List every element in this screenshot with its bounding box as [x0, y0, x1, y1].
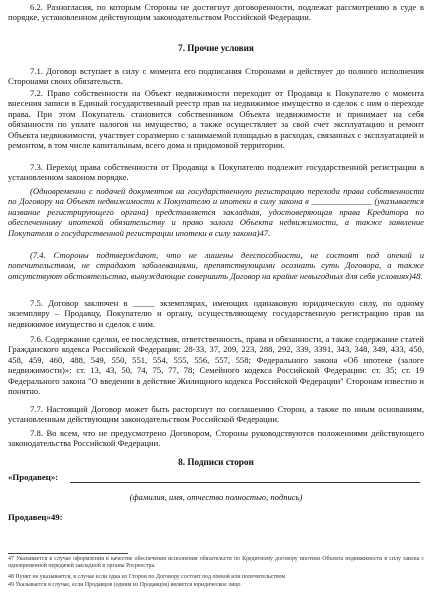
- signature-caption: (фамилия, имя, отчество полностью, подпись): [129, 492, 303, 502]
- section-8-heading: 8. Подписи сторон: [178, 457, 254, 467]
- footnote-separator: [8, 553, 128, 554]
- clause-7-4: (7.4. Стороны подтверждают, что не лишены дееспособности, не состоят под опекой и попечительством, не страдают заболеваниями, препятствующими осознать суть Договора, а также отсутствуют обстоятельства, вынуждающие совершить Договор на крайне невыгодных для себя условиях)48.: [8, 250, 424, 281]
- clause-7-6: 7.6. Содержание сделки, ее последствия, ответственность, права и обязанности, а также содержание статей Гражданского кодекса Российской Федерации: 28-33, 37, 209, 223, 288, 292, 339, 3391, 343, 348, 349, 433, 450, 458, 459, 460, 488, 549, 550, 551, 554, 555, 556, 557, 558; Федерального закона «Об ипотеке (залоге недвижимости)»: ст. 13, 43, 50, 74, 75, 77, 78; Семейного кодекса Российской Федерации: ст. 35; ст. 19 Федерального закона "О введении в действие Жилищного кодекса Российской Федерации" Сторонам известно и понятно.: [8, 334, 424, 397]
- clause-7-8: 7.8. Во всем, что не предусмотрено Договором, Стороны руководствуются положениями действующего законодательства Российской Федерации.: [8, 428, 424, 449]
- clause-7-3: 7.3. Переход права собственности от Продавца к Покупателю подлежит государственной регистрации в установленном законом порядке.: [8, 162, 424, 183]
- seller2-label: Продавец»49:: [8, 512, 63, 522]
- footnote-48: 48 Пункт не указывается, в случае если одна из Сторон по Договору состоит под опекой или попечительством: [8, 574, 286, 580]
- section-7-heading: 7. Прочие условия: [178, 43, 254, 53]
- clause-7-1: 7.1. Договор вступает в силу с момента его подписания Сторонами и действует до полного исполнения Сторонами своих обязательств.: [8, 66, 424, 87]
- seller-label: «Продавец»:: [8, 472, 59, 482]
- footnote-49: 49 Указывается в случае, если Продавцов (одним из Продавцов) является юридическое лицо: [8, 582, 241, 588]
- clause-6-2: 6.2. Разногласия, по которым Стороны не достигнут договоренности, подлежат рассмотрению в суде в порядке, установленном действующим законодательством Российской Федерации.: [8, 2, 424, 23]
- clause-7-3-note: (Одновременно с подачей документов на государственную регистрацию перехода права собственности по Договору на Объект недвижимости к Покупателю и ипотеки в силу закона в ______________ (указывается название регистрирующего органа) представляется закладная, удостоверяющая права Кредитора по обеспеченному ипотекой обязательству и право залога Объекта недвижимости, а также заявление Покупателя о государственной регистрации ипотеки в силу закона)47.: [8, 186, 424, 238]
- clause-7-5: 7.5. Договор заключен в _____ экземплярах, имеющих одинаковую юридическую силу, по одному экземпляру – Продавцу, Покупателю и органу, осуществляющему государственную регистрацию прав на недвижимое имущество и сделок с ним.: [8, 298, 424, 329]
- clause-7-7: 7.7. Настоящий Договор может быть расторгнут по соглашению Сторон, а также по иным основаниям, установленным действующим законодательством Российской Федерации.: [8, 404, 424, 425]
- seller-signature-line: [70, 482, 420, 483]
- footnote-47: 47 Указывается в случае оформления в качестве обеспечения исполнения обязательств по Кредитному договору ипотеки Объекта недвижимости в силу закона с одновременной передачей закладной в органы Росреестра.: [8, 556, 424, 570]
- clause-7-2: 7.2. Право собственности на Объект недвижимости переходит от Продавца к Покупателю с момента внесения записи в Единый государственный реестр прав на недвижимое имущество и сделок с ним о переходе права. При этом Покупатель становится собственником Объекта недвижимости и принимает на себя обязанности по уплате налогов на имущество, а также осуществляет за свой счет эксплуатацию и ремонт Объекта недвижимости, участвует соразмерно с занимаемой площадью в расходах, связанных с эксплуатацией и ремонтом, в том числе капитальным, всего дома и придомовой территории.: [8, 88, 424, 151]
